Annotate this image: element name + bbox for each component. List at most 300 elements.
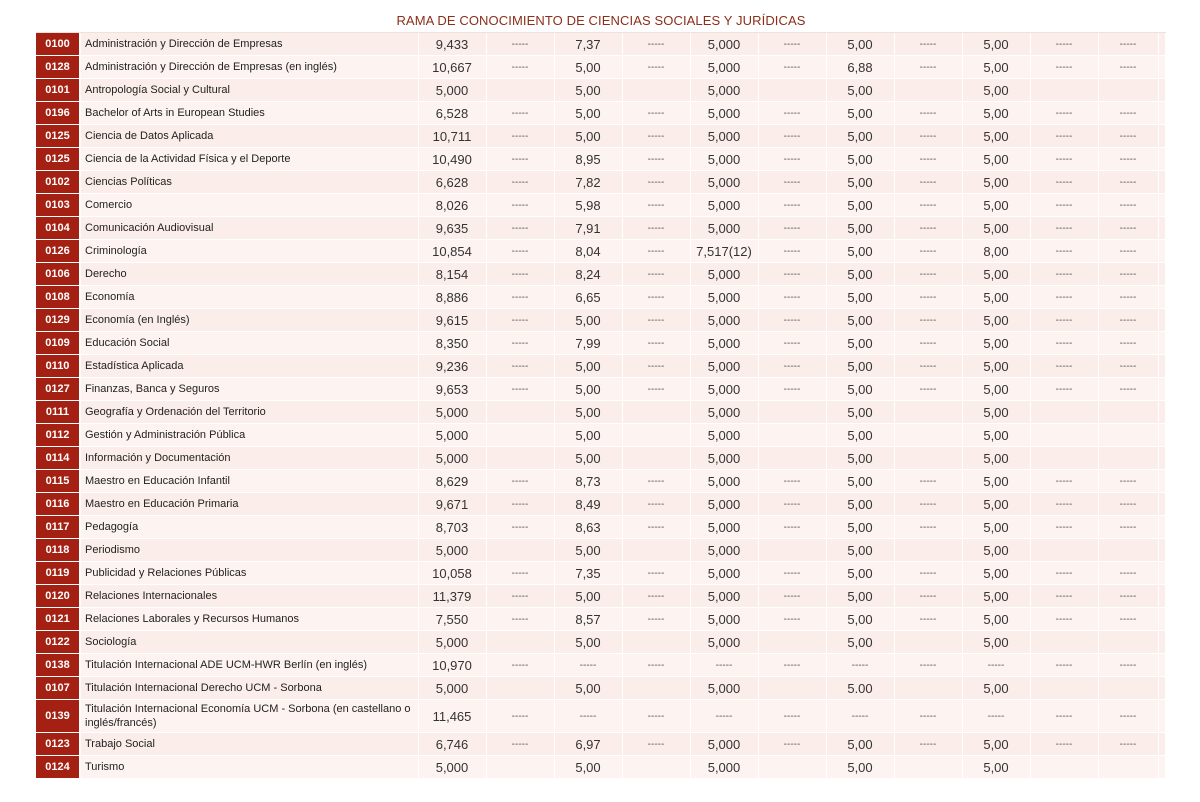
table-row	[36, 263, 1166, 286]
grade-cell	[622, 401, 690, 424]
grade-cell: -----	[1030, 493, 1098, 516]
grade-cell	[1158, 240, 1166, 263]
degree-code: 0138	[36, 654, 80, 677]
grade-cell	[1030, 447, 1098, 470]
degree-name: Publicidad y Relaciones Públicas	[80, 562, 418, 585]
grade-cell	[758, 424, 826, 447]
grade-cell	[758, 79, 826, 102]
grade-cell: -----	[622, 585, 690, 608]
grade-cell: 5,000	[418, 447, 486, 470]
grade-cell: -----	[894, 56, 962, 79]
grade-cell: 5,00	[554, 125, 622, 148]
grade-cell: 5,000	[690, 401, 758, 424]
grade-cell: 5,00	[962, 447, 1030, 470]
degree-name: Antropología Social y Cultural	[80, 79, 418, 102]
grade-cell: -----	[1030, 700, 1098, 733]
grade-cell: 10,970	[418, 654, 486, 677]
grade-cell: 5,00	[554, 102, 622, 125]
degree-name: Derecho	[80, 263, 418, 286]
grade-cell: 5,00	[826, 33, 894, 56]
grade-cell: -----	[554, 700, 622, 733]
grade-cell	[1158, 608, 1166, 631]
grade-cell: 5,00	[826, 447, 894, 470]
table-row	[36, 194, 1166, 217]
grade-cell	[1158, 355, 1166, 378]
grade-cell: 9,433	[418, 33, 486, 56]
grade-cell: 5,00	[826, 194, 894, 217]
degree-name: Comunicación Audiovisual	[80, 217, 418, 240]
table-row	[36, 631, 1166, 654]
grade-cell: -----	[826, 700, 894, 733]
degree-code: 0107	[36, 677, 80, 700]
grade-cell: -----	[1098, 217, 1158, 240]
degree-name: Sociología	[80, 631, 418, 654]
grade-cell: 6,746	[418, 733, 486, 756]
grade-cell: 5,000	[690, 171, 758, 194]
grade-cell	[622, 79, 690, 102]
grade-cell: 8,73	[554, 470, 622, 493]
grade-cell: 5,00	[962, 677, 1030, 700]
grade-cell: 11,465	[418, 700, 486, 733]
grade-cell: 10,490	[418, 148, 486, 171]
degree-name: Turismo	[80, 756, 418, 779]
grade-cell: 5,00	[962, 332, 1030, 355]
table-row	[36, 585, 1166, 608]
grade-cell: -----	[1098, 355, 1158, 378]
degree-name: Gestión y Administración Pública	[80, 424, 418, 447]
grade-cell	[486, 756, 554, 779]
grade-cell: -----	[1098, 33, 1158, 56]
grade-cell	[1158, 401, 1166, 424]
grade-cell: 5,00	[554, 756, 622, 779]
grade-cell	[622, 539, 690, 562]
grade-cell: 5,000	[690, 677, 758, 700]
grade-cell: -----	[894, 470, 962, 493]
degree-name: Bachelor of Arts in European Studies	[80, 102, 418, 125]
grade-cell: -----	[1098, 102, 1158, 125]
degree-code: 0109	[36, 332, 80, 355]
grade-cell: 8,63	[554, 516, 622, 539]
grade-cell: 9,653	[418, 378, 486, 401]
grade-cell: 5,000	[418, 424, 486, 447]
grade-cell	[486, 447, 554, 470]
grade-cell: 8,350	[418, 332, 486, 355]
grade-cell: 8,49	[554, 493, 622, 516]
degree-name: Titulación Internacional ADE UCM-HWR Berlín (en inglés)	[80, 654, 418, 677]
grade-cell: -----	[486, 332, 554, 355]
grade-cell: 5,000	[690, 217, 758, 240]
grade-cell: 8,57	[554, 608, 622, 631]
degree-name: Ciencia de la Actividad Física y el Deporte	[80, 148, 418, 171]
table-row	[36, 654, 1166, 677]
grade-cell: 5,000	[690, 332, 758, 355]
grade-cell: -----	[1098, 470, 1158, 493]
degree-name: Comercio	[80, 194, 418, 217]
grade-cell: 5,000	[690, 309, 758, 332]
degree-name: Criminología	[80, 240, 418, 263]
grade-cell: 8,04	[554, 240, 622, 263]
grade-cell: 5,00	[554, 539, 622, 562]
grade-cell: 5,00	[826, 79, 894, 102]
table-row	[36, 378, 1166, 401]
grade-cell: 5,00	[554, 677, 622, 700]
degree-name: Ciencias Políticas	[80, 171, 418, 194]
grade-cell: 5,000	[690, 631, 758, 654]
grade-cell	[1158, 102, 1166, 125]
grade-cell	[1098, 756, 1158, 779]
grade-cell: -----	[622, 733, 690, 756]
table-row	[36, 309, 1166, 332]
grade-cell: -----	[622, 654, 690, 677]
grade-cell: 6,97	[554, 733, 622, 756]
grade-cell: -----	[1098, 56, 1158, 79]
grade-cell: -----	[622, 171, 690, 194]
grade-cell: -----	[894, 332, 962, 355]
grade-cell: -----	[1030, 56, 1098, 79]
degree-name: Pedagogía	[80, 516, 418, 539]
grade-cell	[1158, 309, 1166, 332]
grade-cell: -----	[486, 286, 554, 309]
grade-cell: -----	[486, 171, 554, 194]
grade-cell: -----	[894, 263, 962, 286]
grade-cell: 5,000	[418, 631, 486, 654]
grade-cell: -----	[622, 102, 690, 125]
grade-cell: -----	[690, 700, 758, 733]
grade-cell: -----	[622, 217, 690, 240]
grade-cell: -----	[1030, 309, 1098, 332]
grade-cell: -----	[894, 125, 962, 148]
grade-cell: -----	[758, 33, 826, 56]
grade-cell	[1030, 401, 1098, 424]
grade-cell: -----	[1098, 171, 1158, 194]
degree-code: 0125	[36, 125, 80, 148]
grade-cell: -----	[622, 56, 690, 79]
grade-cell	[1158, 56, 1166, 79]
degree-name: Maestro en Educación Infantil	[80, 470, 418, 493]
grade-cell: 5,00	[962, 33, 1030, 56]
grade-cell: -----	[486, 263, 554, 286]
grade-cell: 6,528	[418, 102, 486, 125]
degree-code: 0101	[36, 79, 80, 102]
grade-cell: -----	[1098, 493, 1158, 516]
grade-cell: -----	[1098, 309, 1158, 332]
grade-cell: 10,711	[418, 125, 486, 148]
table-row	[36, 447, 1166, 470]
grade-cell: -----	[962, 654, 1030, 677]
grade-cell	[1030, 677, 1098, 700]
grade-cell: -----	[758, 378, 826, 401]
degree-code: 0129	[36, 309, 80, 332]
grade-cell: 5,98	[554, 194, 622, 217]
grade-cell: -----	[1030, 654, 1098, 677]
table-row	[36, 700, 1166, 733]
grade-cell	[1158, 654, 1166, 677]
grade-cell: 5,00	[826, 171, 894, 194]
grade-cell	[894, 756, 962, 779]
grade-cell: 8,24	[554, 263, 622, 286]
degree-name: Información y Documentación	[80, 447, 418, 470]
grade-cell: 6,628	[418, 171, 486, 194]
grade-cell: 5,000	[690, 733, 758, 756]
grade-cell: 5,00	[962, 585, 1030, 608]
grade-cell: 5,00	[962, 79, 1030, 102]
grade-cell: 5,00	[826, 539, 894, 562]
grade-cell	[1030, 756, 1098, 779]
grade-cell: -----	[758, 470, 826, 493]
grade-cell: -----	[758, 102, 826, 125]
grade-cell: 8,95	[554, 148, 622, 171]
grade-cell: 5,00	[962, 401, 1030, 424]
grade-cell: -----	[1030, 355, 1098, 378]
grade-cell: -----	[894, 194, 962, 217]
degree-code: 0120	[36, 585, 80, 608]
grade-cell	[1098, 424, 1158, 447]
degree-code: 0116	[36, 493, 80, 516]
grade-cell: 9,635	[418, 217, 486, 240]
grade-cell	[486, 677, 554, 700]
grade-cell: -----	[894, 309, 962, 332]
degree-code: 0115	[36, 470, 80, 493]
grade-cell: -----	[1098, 585, 1158, 608]
grade-cell: 5,00	[826, 148, 894, 171]
grade-cell: 5,00	[554, 79, 622, 102]
grade-cell: 5,00	[962, 309, 1030, 332]
grade-cell: 9,671	[418, 493, 486, 516]
grade-cell: 5,00	[962, 516, 1030, 539]
grade-cell: -----	[486, 516, 554, 539]
degree-code: 0126	[36, 240, 80, 263]
grade-cell: 9,236	[418, 355, 486, 378]
grade-cell: 5,00	[826, 102, 894, 125]
grade-cell: 10,058	[418, 562, 486, 585]
grade-cell: -----	[622, 355, 690, 378]
grade-cell: 6,88	[826, 56, 894, 79]
table-row	[36, 125, 1166, 148]
grade-cell	[758, 631, 826, 654]
grade-cell	[1158, 125, 1166, 148]
grade-cell: -----	[1098, 263, 1158, 286]
grade-cell: -----	[1030, 102, 1098, 125]
grade-cell: -----	[622, 378, 690, 401]
table-row	[36, 424, 1166, 447]
grade-cell: 5,00	[962, 171, 1030, 194]
degree-name: Relaciones Internacionales	[80, 585, 418, 608]
grade-cell: 5,000	[690, 424, 758, 447]
grade-cell: 5,000	[690, 470, 758, 493]
grade-cell: -----	[486, 240, 554, 263]
table-row	[36, 171, 1166, 194]
grade-cell: -----	[486, 148, 554, 171]
grade-cell: 5,000	[690, 102, 758, 125]
grade-cell	[1158, 171, 1166, 194]
grade-cell: 5,000	[690, 125, 758, 148]
degree-name: Titulación Internacional Derecho UCM - Sorbona	[80, 677, 418, 700]
grade-cell: 5,00	[554, 631, 622, 654]
grade-cell: -----	[486, 493, 554, 516]
degree-name: Finanzas, Banca y Seguros	[80, 378, 418, 401]
grade-cell	[1158, 585, 1166, 608]
degree-code: 0128	[36, 56, 80, 79]
grade-cell: 5,00	[826, 401, 894, 424]
grade-cell	[486, 631, 554, 654]
grade-cell: 7,35	[554, 562, 622, 585]
grade-cell	[1158, 539, 1166, 562]
grade-cell: -----	[486, 217, 554, 240]
grade-cell: -----	[1098, 608, 1158, 631]
grade-cell: 5,00	[554, 447, 622, 470]
degree-name: Economía (en Inglés)	[80, 309, 418, 332]
grade-cell: 5,00	[554, 309, 622, 332]
grade-cell: 5,00	[554, 355, 622, 378]
grade-cell: 5,00	[962, 756, 1030, 779]
grade-cell: 5,00	[962, 733, 1030, 756]
grade-cell	[1158, 562, 1166, 585]
degree-name: Maestro en Educación Primaria	[80, 493, 418, 516]
grade-cell	[1158, 263, 1166, 286]
grade-cell: 5,000	[690, 33, 758, 56]
grade-cell: -----	[1030, 516, 1098, 539]
grade-cell: 5,00	[962, 194, 1030, 217]
grade-cell: -----	[758, 263, 826, 286]
grade-cell: -----	[758, 654, 826, 677]
grade-cell	[894, 424, 962, 447]
grade-cell: -----	[894, 148, 962, 171]
grade-cell	[622, 424, 690, 447]
cut-off-grades-table	[36, 33, 1166, 779]
grade-cell: 5,000	[690, 263, 758, 286]
grade-cell: -----	[1030, 332, 1098, 355]
grade-cell: 5,00	[962, 470, 1030, 493]
grade-cell	[486, 424, 554, 447]
degree-name: Relaciones Laborales y Recursos Humanos	[80, 608, 418, 631]
grade-cell	[486, 401, 554, 424]
grade-cell: 5,00	[962, 263, 1030, 286]
degree-code: 0108	[36, 286, 80, 309]
table-row	[36, 217, 1166, 240]
grade-cell	[1158, 194, 1166, 217]
grade-cell: 5,00	[962, 286, 1030, 309]
grade-cell	[1158, 447, 1166, 470]
degree-code: 0100	[36, 33, 80, 56]
grade-cell: 5.00	[826, 677, 894, 700]
table-row	[36, 756, 1166, 779]
degree-code: 0103	[36, 194, 80, 217]
grade-cell: -----	[1098, 240, 1158, 263]
grade-cell: -----	[894, 355, 962, 378]
grade-cell	[1158, 424, 1166, 447]
grade-cell: 5,00	[826, 309, 894, 332]
grade-cell	[1158, 470, 1166, 493]
degree-name: Estadística Aplicada	[80, 355, 418, 378]
grade-cell: 5,000	[418, 539, 486, 562]
grade-cell: 5,00	[826, 332, 894, 355]
grade-cell: -----	[486, 125, 554, 148]
grade-cell: -----	[1030, 585, 1098, 608]
grade-cell: -----	[1098, 700, 1158, 733]
grade-cell: -----	[1030, 240, 1098, 263]
table-row	[36, 401, 1166, 424]
grade-cell	[1098, 447, 1158, 470]
grade-cell: 5,00	[962, 148, 1030, 171]
grade-cell: 7,550	[418, 608, 486, 631]
grade-cell: -----	[826, 654, 894, 677]
grade-cell: -----	[554, 654, 622, 677]
grade-cell: -----	[758, 733, 826, 756]
grade-cell: 8,703	[418, 516, 486, 539]
degree-name: Administración y Dirección de Empresas	[80, 33, 418, 56]
table-row	[36, 539, 1166, 562]
grade-cell	[1098, 631, 1158, 654]
degree-name: Administración y Dirección de Empresas (en inglés)	[80, 56, 418, 79]
grade-cell: 5,00	[554, 424, 622, 447]
grade-cell: 5,000	[690, 79, 758, 102]
grade-cell: -----	[1030, 33, 1098, 56]
grade-cell	[1158, 700, 1166, 733]
table-row	[36, 240, 1166, 263]
grade-cell: 5,00	[962, 539, 1030, 562]
grade-cell: 6,65	[554, 286, 622, 309]
grade-cell: 5,00	[962, 493, 1030, 516]
grade-cell: -----	[894, 102, 962, 125]
grade-cell	[486, 79, 554, 102]
grade-cell	[894, 631, 962, 654]
grade-cell: -----	[758, 585, 826, 608]
grade-cell	[758, 539, 826, 562]
grade-cell: 7,82	[554, 171, 622, 194]
grade-cell: 5,00	[826, 217, 894, 240]
grade-cell: -----	[758, 240, 826, 263]
grade-cell: -----	[1098, 148, 1158, 171]
degree-code: 0104	[36, 217, 80, 240]
degree-code: 0110	[36, 355, 80, 378]
grade-cell: -----	[1098, 378, 1158, 401]
grade-cell: -----	[1098, 332, 1158, 355]
table-row	[36, 516, 1166, 539]
grade-cell: -----	[894, 240, 962, 263]
grade-cell: 5,00	[554, 378, 622, 401]
grade-cell	[1158, 33, 1166, 56]
grade-cell	[1030, 79, 1098, 102]
degree-name: Economía	[80, 286, 418, 309]
grade-cell	[1098, 539, 1158, 562]
grade-cell: 8,154	[418, 263, 486, 286]
grade-cell: -----	[758, 309, 826, 332]
grade-cell	[1030, 424, 1098, 447]
grade-cell: -----	[486, 608, 554, 631]
degree-name: Trabajo Social	[80, 733, 418, 756]
grade-cell	[1098, 79, 1158, 102]
grade-cell: -----	[486, 309, 554, 332]
grade-cell: -----	[1030, 470, 1098, 493]
degree-name: Educación Social	[80, 332, 418, 355]
grade-cell: -----	[894, 516, 962, 539]
grade-cell: 5,00	[554, 401, 622, 424]
grade-cell: 5,000	[690, 378, 758, 401]
table-row	[36, 148, 1166, 171]
degree-code: 0125	[36, 148, 80, 171]
degree-code: 0139	[36, 700, 80, 733]
grade-cell: 5,000	[418, 677, 486, 700]
table-row	[36, 355, 1166, 378]
grade-cell: 5,000	[690, 355, 758, 378]
grade-cell: -----	[486, 733, 554, 756]
grade-cell	[894, 447, 962, 470]
grade-cell: 7,99	[554, 332, 622, 355]
grade-cell: -----	[758, 56, 826, 79]
grade-cell: -----	[894, 700, 962, 733]
grade-cell: -----	[894, 378, 962, 401]
grade-cell	[486, 539, 554, 562]
